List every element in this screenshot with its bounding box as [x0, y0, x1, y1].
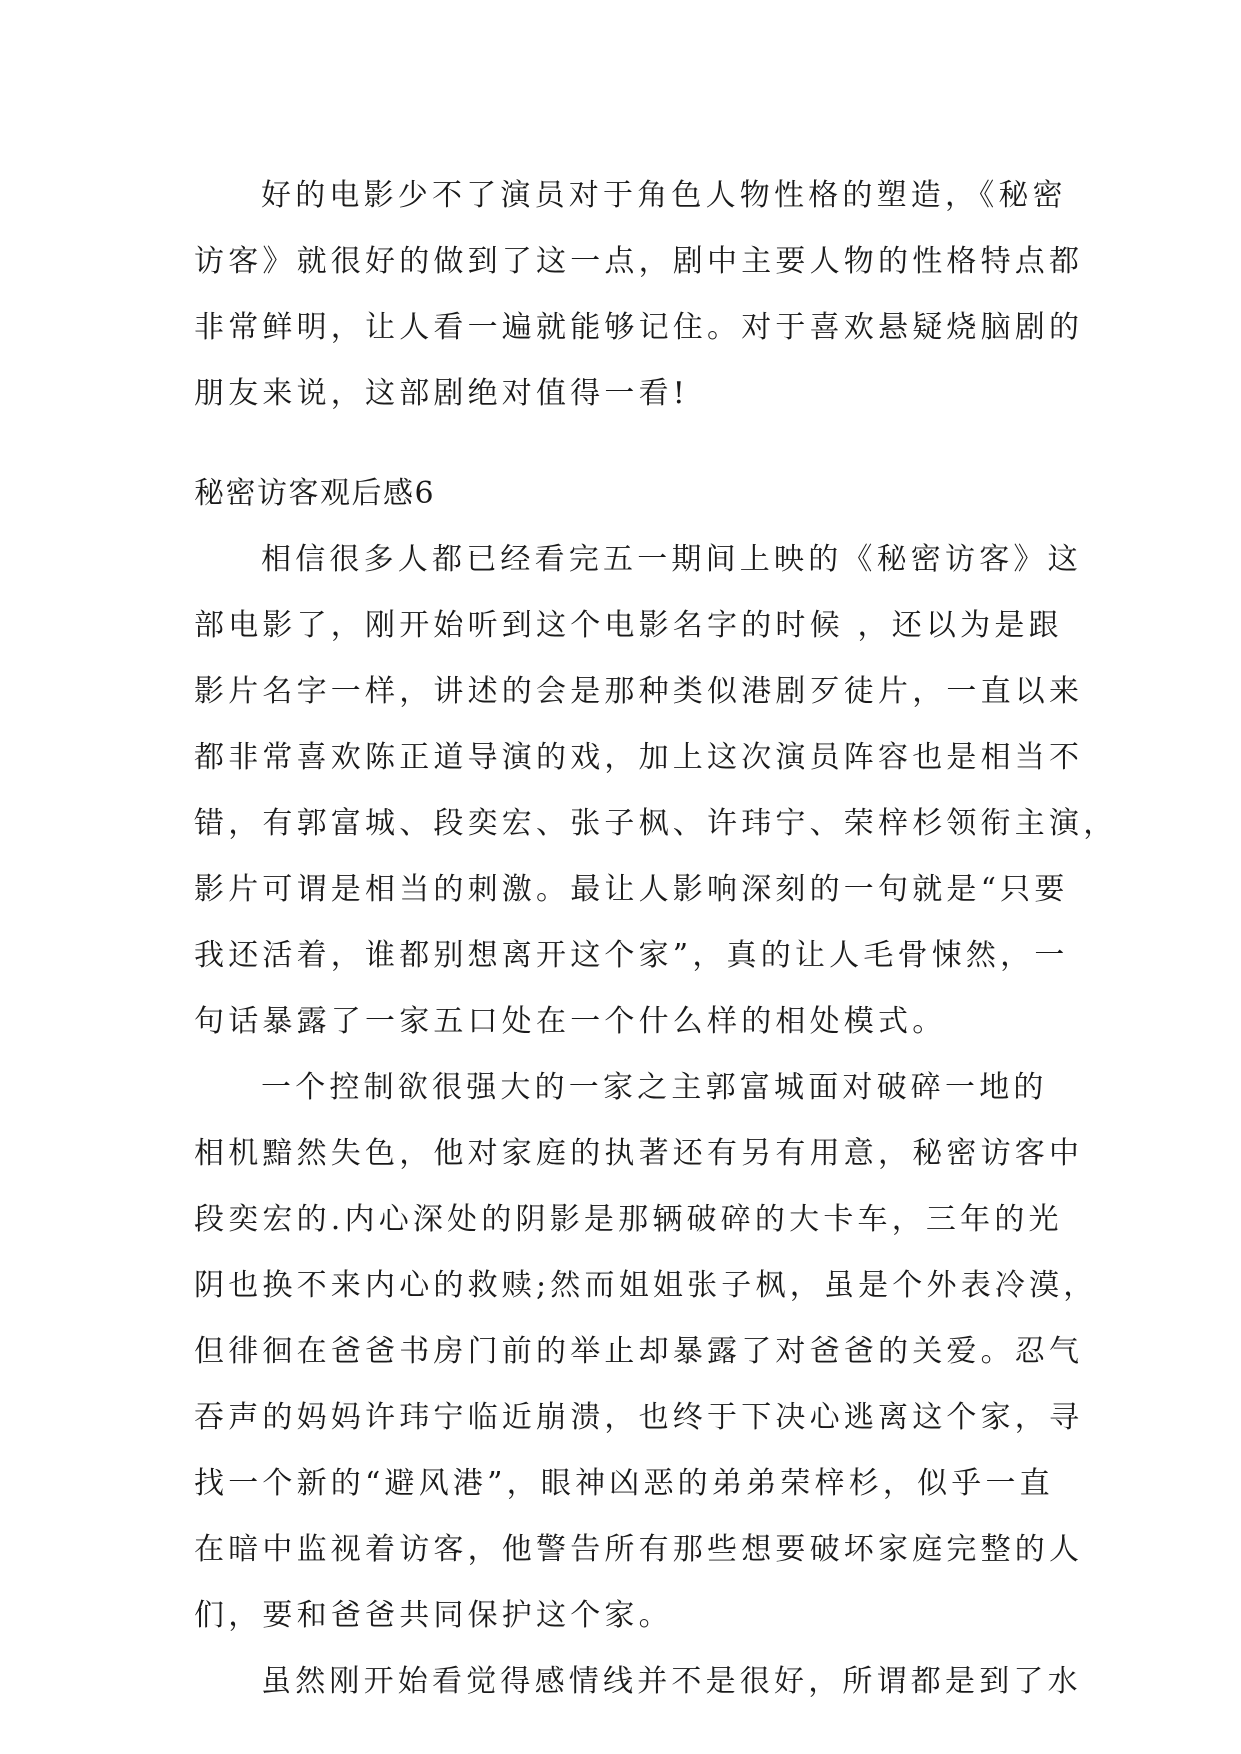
text-line: 访客》就很好的做到了这一点，剧中主要人物的性格特点都 [194, 244, 1084, 279]
text-line: 影片可谓是相当的刺激。最让人影响深刻的一句就是“只要 [194, 872, 1069, 907]
text-line: 相信很多人都已经看完五一期间上映的《秘密访客》这 [261, 542, 1082, 577]
paragraph-1 [194, 163, 1084, 427]
text-line: 段奕宏的.内心深处的阴影是那辆破碎的大卡车，三年的光 [194, 1202, 1063, 1237]
text-line: 虽然刚开始看觉得感情线并不是很好，所谓都是到了水 [261, 1664, 1082, 1699]
paragraph-gap [194, 427, 1054, 461]
text-line: 阴也换不来内心的救赎;然而姐姐张子枫，虽是个外表冷漠， [194, 1268, 1098, 1303]
text-line: 错，有郭富城、段奕宏、张子枫、许玮宁、荣梓杉领衔主演， [194, 806, 1118, 841]
paragraph-4 [194, 1649, 1082, 1715]
text-line: 句话暴露了一家五口处在一个什么样的相处模式。 [194, 1004, 947, 1039]
text-line: 但徘徊在爸爸书房门前的举止却暴露了对爸爸的关爱。忍气 [194, 1334, 1084, 1369]
text-line: 影片名字一样，讲述的会是那种类似港剧歹徒片，一直以来 [194, 674, 1084, 709]
text-line: 非常鲜明，让人看一遍就能够记住。对于喜欢悬疑烧脑剧的 [194, 310, 1084, 345]
paragraph-3 [194, 1055, 1098, 1649]
section-heading: 秘密访客观后感6 [194, 476, 436, 511]
text-line: 好的电影少不了演员对于角色人物性格的塑造，《秘密 [261, 178, 1067, 213]
text-line: 朋友来说，这部剧绝对值得一看! [194, 376, 690, 411]
text-line: 吞声的妈妈许玮宁临近崩溃，也终于下决心逃离这个家，寻 [194, 1400, 1084, 1435]
document-body [194, 163, 1118, 1715]
text-line: 找一个新的“避风港”，眼神凶恶的弟弟荣梓杉，似乎一直 [194, 1466, 1054, 1501]
text-line: 在暗中监视着访客，他警告所有那些想要破坏家庭完整的人 [194, 1532, 1084, 1567]
text-line: 我还活着，谁都别想离开这个家”，真的让人毛骨悚然，一 [194, 938, 1069, 973]
text-line: 相机黯然失色，他对家庭的执著还有另有用意，秘密访客中 [194, 1136, 1084, 1171]
text-line: 一个控制欲很强大的一家之主郭富城面对破碎一地的 [261, 1070, 1048, 1105]
text-line: 都非常喜欢陈正道导演的戏，加上这次演员阵容也是相当不 [194, 740, 1084, 775]
paragraph-2 [194, 527, 1118, 1055]
text-line: 们，要和爸爸共同保护这个家。 [194, 1598, 673, 1633]
text-line: 部电影了，刚开始听到这个电影名字的时候 ，还以为是跟 [194, 608, 1063, 643]
